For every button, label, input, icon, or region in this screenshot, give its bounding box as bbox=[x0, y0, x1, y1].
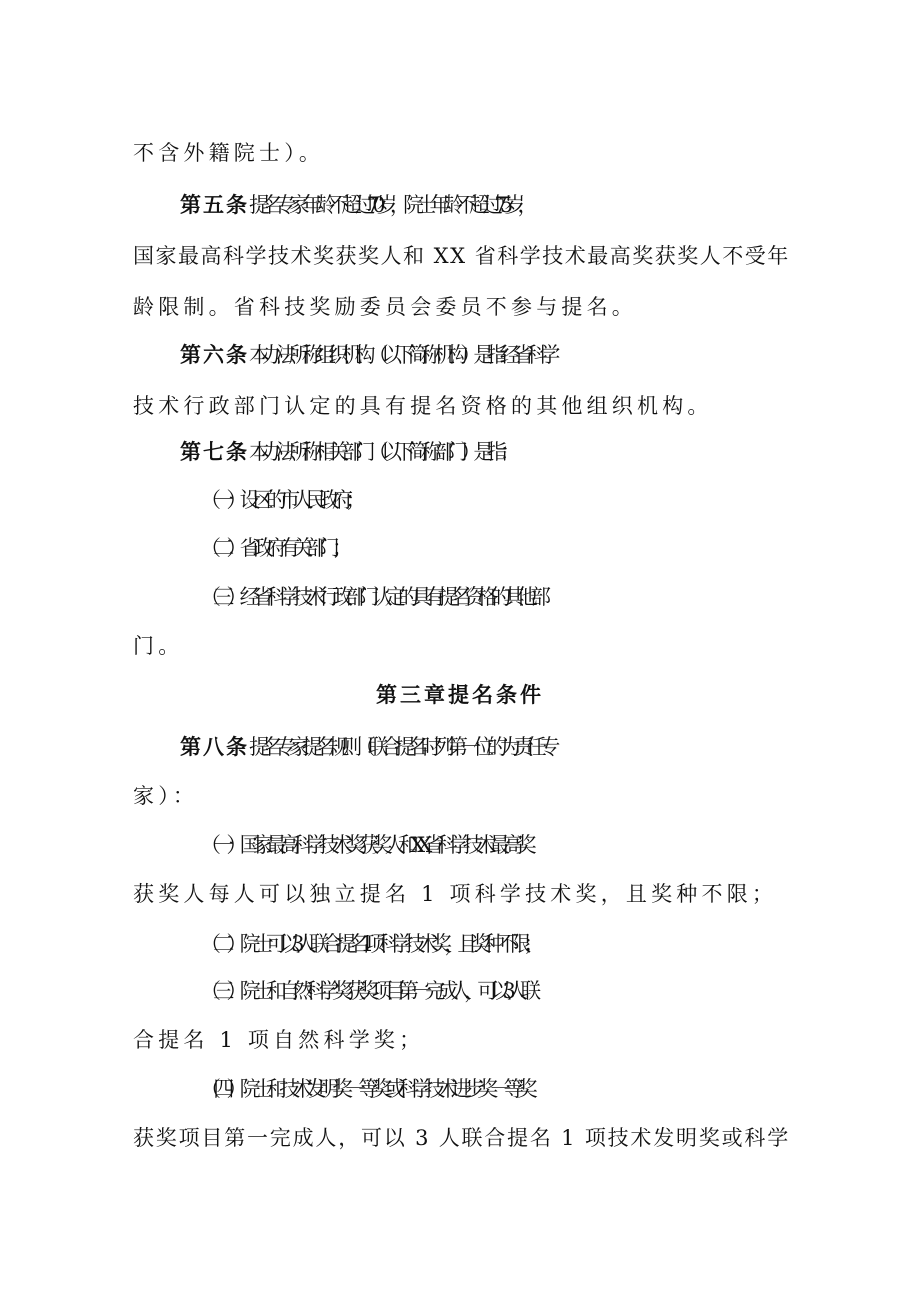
article-8-label: 第八条 bbox=[180, 735, 249, 759]
text-line: 本办法所称组织机构（以下简称机构）是指经省科学 bbox=[249, 343, 553, 367]
text-line: 家）： bbox=[133, 784, 199, 808]
list-item: （四）院士和技术发明奖一等奖或科学技术进步奖一等奖 bbox=[200, 1077, 530, 1101]
list-item: （一）国家最高科学技术奖获奖人和 XX 省科学技术最高奖 bbox=[200, 833, 529, 857]
text-line: 提名专家年龄不超过 70 岁，院士年龄不超过 75 岁， bbox=[249, 193, 531, 217]
chapter-heading: 第三章提名条件 bbox=[376, 683, 544, 707]
list-item: （一）设区的市人民政府； bbox=[200, 488, 359, 512]
list-item: （二）省政府有关部门； bbox=[200, 536, 346, 560]
list-item: （三）经省科学技术行政部门认定的具有提名资格的其他部 bbox=[200, 585, 544, 609]
article-6-paragraph bbox=[180, 340, 793, 370]
article-6-label: 第六条 bbox=[180, 343, 249, 367]
text-line: 不含外籍院士）。 bbox=[133, 141, 325, 165]
article-7-label: 第七条 bbox=[180, 440, 249, 464]
text-line: 提名专家提名规则（联合提名时列第一位的为责任专 bbox=[249, 735, 553, 759]
text-line: 获奖人每人可以独立提名 1 项科学技术奖，且奖种不限； bbox=[133, 882, 778, 906]
text-line: 国家最高科学技术奖获奖人和 XX 省科学技术最高奖获奖人不受年 bbox=[133, 244, 790, 268]
text-line: 获奖项目第一完成人，可以 3 人联合提名 1 项技术发明奖或科学 bbox=[133, 1126, 791, 1150]
text-line: 龄限制。省科技奖励委员会委员不参与提名。 bbox=[133, 295, 637, 319]
article-5-paragraph bbox=[180, 190, 793, 220]
text-line: 门。 bbox=[133, 634, 184, 658]
list-item: （二）院士可以 3 人联合提名 1 项科学技术奖，且奖种不限； bbox=[200, 932, 537, 956]
article-5-label: 第五条 bbox=[180, 193, 249, 217]
article-8-paragraph bbox=[180, 732, 793, 762]
text-line: 本办法所称相关部门（以下简称部门）是指： bbox=[249, 440, 513, 464]
list-item: （三）院士和自然科学奖获奖项目第一完成人，可以 3 人联 bbox=[200, 979, 534, 1003]
article-7-paragraph bbox=[180, 437, 793, 467]
text-line: 技术行政部门认定的具有提名资格的其他组织机构。 bbox=[133, 394, 713, 418]
text-line: 合提名 1 项自然科学奖； bbox=[133, 1028, 425, 1052]
